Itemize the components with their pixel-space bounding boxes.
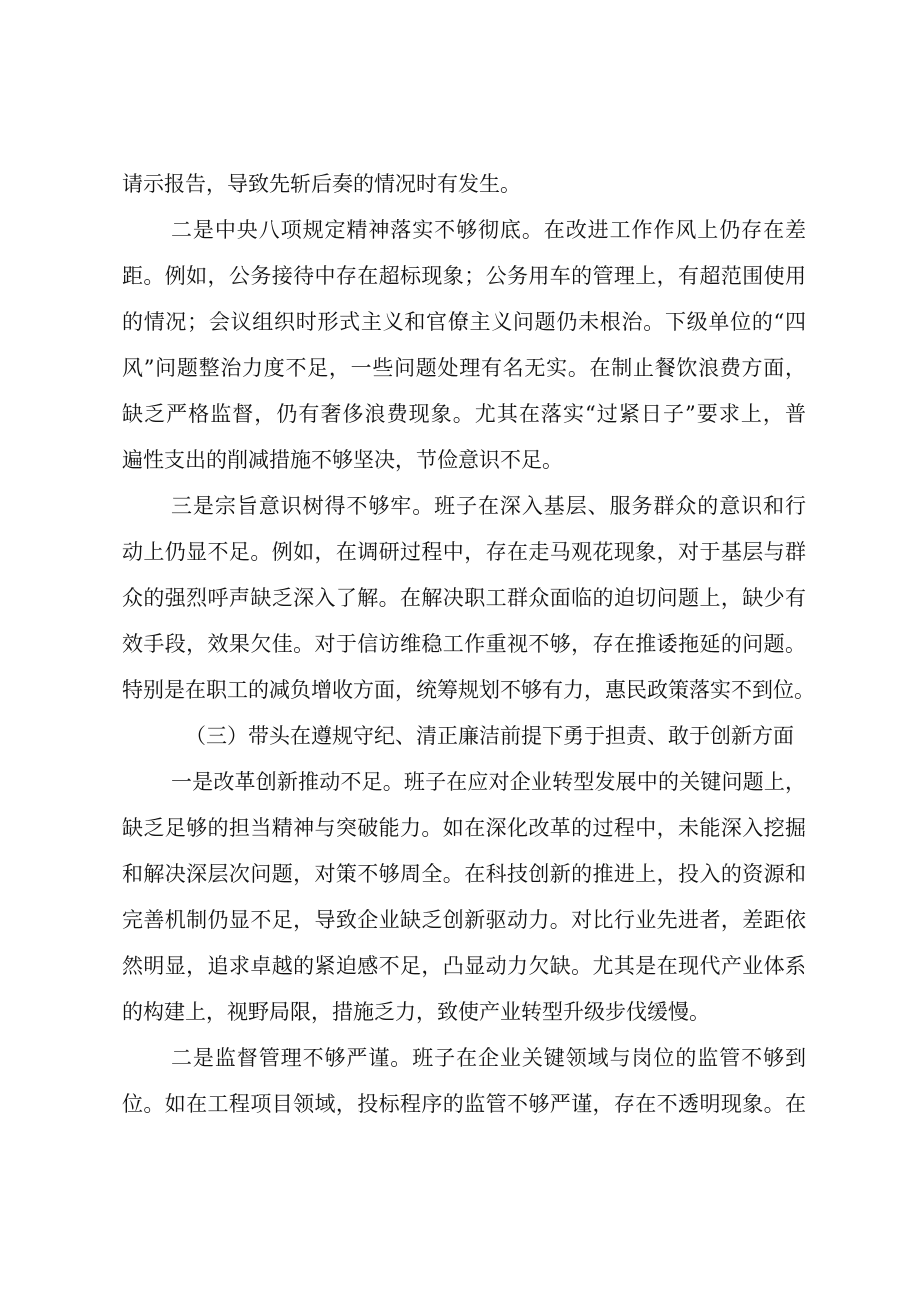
- text-line: 缺乏严格监督，仍有奢侈浪费现象。尤其在落实“过紧日子”要求上，普: [122, 402, 806, 426]
- text-line: 效手段，效果欠佳。对于信访维稳工作重视不够，存在推诿拖延的问题。: [122, 632, 806, 656]
- text-line: 位。如在工程项目领域，投标程序的监管不够严谨，存在不透明现象。在: [122, 1092, 806, 1116]
- text-line: 二是中央八项规定精神落实不够彻底。在改进工作作风上仍存在差: [171, 218, 806, 242]
- text-line: 距。例如，公务接待中存在超标现象；公务用车的管理上，有超范围使用: [122, 264, 806, 288]
- text-line: 风”问题整治力度不足，一些问题处理有名无实。在制止餐饮浪费方面，: [122, 356, 806, 380]
- text-line: 二是监督管理不够严谨。班子在企业关键领域与岗位的监管不够到: [171, 1046, 806, 1070]
- text-line: 完善机制仍显不足，导致企业缺乏创新驱动力。对比行业先进者，差距依: [122, 908, 806, 932]
- text-line: 动上仍显不足。例如，在调研过程中，存在走马观花现象，对于基层与群: [122, 540, 806, 564]
- text-line: 特别是在职工的减负增收方面，统筹规划不够有力，惠民政策落实不到位。: [122, 678, 815, 702]
- text-line: 的构建上，视野局限，措施乏力，致使产业转型升级步伐缓慢。: [122, 1000, 710, 1024]
- text-line: 的情况；会议组织时形式主义和官僚主义问题仍未根治。下级单位的“四: [122, 310, 806, 334]
- text-line: 然明显，追求卓越的紧迫感不足，凸显动力欠缺。尤其是在现代产业体系: [122, 954, 806, 978]
- text-line: 一是改革创新推动不足。班子在应对企业转型发展中的关键问题上，: [171, 770, 806, 794]
- text-line: 和解决深层次问题，对策不够周全。在科技创新的推进上，投入的资源和: [122, 862, 806, 886]
- text-line: 请示报告，导致先斩后奏的情况时有发生。: [122, 172, 521, 196]
- text-line: 缺乏足够的担当精神与突破能力。如在深化改革的过程中，未能深入挖掘: [122, 816, 806, 840]
- text-line: 众的强烈呼声缺乏深入了解。在解决职工群众面临的迫切问题上，缺少有: [122, 586, 806, 610]
- text-line: 三是宗旨意识树得不够牢。班子在深入基层、服务群众的意识和行: [171, 494, 806, 518]
- section-heading: （三）带头在遵规守纪、清正廉洁前提下勇于担责、敢于创新方面: [185, 724, 794, 748]
- text-line: 遍性支出的削减措施不够坚决，节俭意识不足。: [122, 448, 563, 472]
